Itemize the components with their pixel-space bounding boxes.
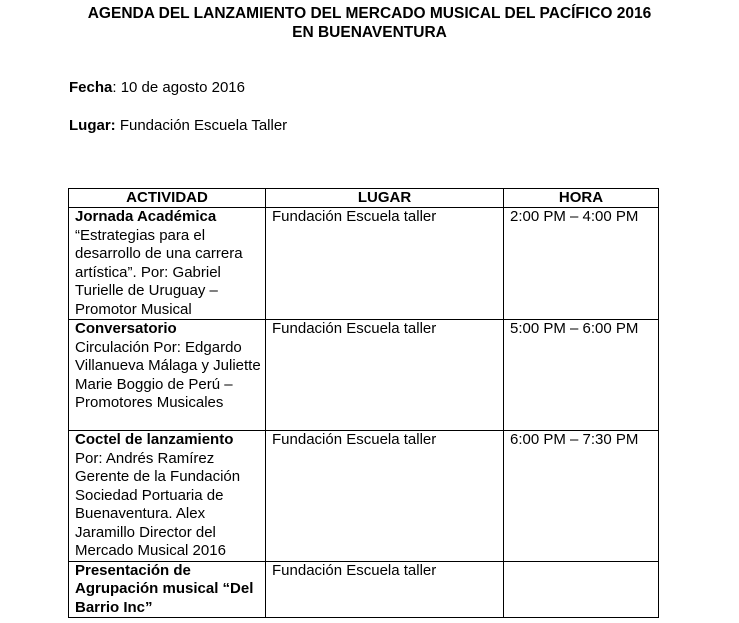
lugar-cell: Fundación Escuela taller (266, 561, 504, 618)
actividad-cell (69, 320, 266, 431)
hora-cell: 6:00 PM – 7:30 PM (504, 431, 659, 562)
actividad-desc: Por: Andrés Ramírez Gerente de la Fundación Sociedad Portuaria de Buenaventura. Alex Jaramillo Director del Mercado Musical 2016 (75, 449, 241, 559)
lugar-cell: Fundación Escuela taller (266, 320, 504, 431)
header-actividad: ACTIVIDAD (69, 189, 266, 208)
title-line-2: EN BUENAVENTURA (292, 24, 447, 41)
table-row (69, 208, 659, 320)
lugar-cell: Fundación Escuela taller (266, 208, 504, 320)
actividad-title: Presentación de Agrupación musical “Del Barrio Inc” (75, 561, 254, 616)
agenda-table (68, 188, 659, 618)
lugar-label: Lugar: (69, 117, 116, 134)
lugar-line (69, 117, 287, 135)
document-title (0, 4, 739, 42)
hora-cell: 5:00 PM – 6:00 PM (504, 320, 659, 431)
hora-cell: 2:00 PM – 4:00 PM (504, 208, 659, 320)
table-row (69, 320, 659, 431)
table-row (69, 431, 659, 562)
fecha-value: : 10 de agosto 2016 (112, 79, 245, 96)
actividad-title: Jornada Académica (75, 208, 217, 225)
hora-cell (504, 561, 659, 618)
title-line-1: AGENDA DEL LANZAMIENTO DEL MERCADO MUSICAL DEL PACÍFICO 2016 (87, 5, 652, 22)
header-lugar: LUGAR (266, 189, 504, 208)
table-row (69, 561, 659, 618)
lugar-value: Fundación Escuela Taller (115, 117, 288, 134)
actividad-desc: Circulación Por: Edgardo Villanueva Málaga y Juliette Marie Boggio de Perú – Promotores Musicales (75, 338, 261, 411)
actividad-cell (69, 561, 266, 618)
actividad-desc: “Estrategias para el desarrollo de una carrera artística”. Por: Gabriel Turielle de Uruguay – Promotor Musical (75, 226, 243, 318)
fecha-line (69, 79, 245, 97)
actividad-title: Coctel de lanzamiento (75, 431, 234, 448)
lugar-cell: Fundación Escuela taller (266, 431, 504, 562)
actividad-title: Conversatorio (75, 320, 177, 337)
table-header-row (69, 189, 659, 208)
header-hora: HORA (504, 189, 659, 208)
fecha-label: Fecha (69, 79, 113, 96)
actividad-cell (69, 431, 266, 562)
actividad-cell (69, 208, 266, 320)
